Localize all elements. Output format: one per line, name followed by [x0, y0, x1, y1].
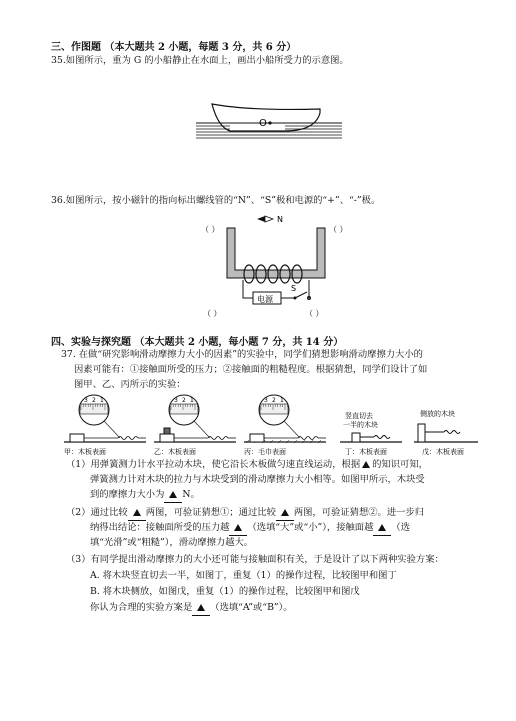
section-note: （本大题共 2 小题，每小题 7 分，共 14 分） [134, 337, 344, 348]
section-note: （本大题共 2 小题，每题 3 分，共 6 分） [104, 42, 297, 53]
q37-p3-option-a: A. 将木块竖直切去一半，如图丁，重复（1）的操作过程，比较图甲和图丁 [90, 570, 397, 581]
point-o-label: O [259, 118, 267, 129]
center-point [268, 121, 271, 124]
solenoid-figure [195, 212, 365, 322]
panel-bing [244, 395, 326, 443]
p1-text-a: （1）用弹簧测力计水平拉动木块，使它沿长木板做匀速直线运动，根据 [66, 459, 361, 470]
section-title: 四、实验与探究题 [51, 337, 131, 348]
section-title: 三、作图题 [51, 42, 101, 53]
scale-tick-label: 2 [272, 397, 276, 404]
answer-blank-icon [197, 604, 205, 611]
scale-tick-label: 2 [92, 397, 96, 404]
scale-tick-label: 1 [100, 397, 104, 404]
q37-intro-2: 因素可能有：①接触面所受的压力；②接触面的粗糙程度。根据猜想，同学们设计了如 [74, 364, 428, 375]
answer-blank-icon [234, 524, 242, 531]
answer-blank[interactable] [128, 505, 146, 521]
answer-blank[interactable] [229, 520, 247, 536]
p2-text-a: （2）通过比较 [66, 507, 128, 518]
paren-right-top: （ ） [329, 225, 348, 234]
answer-blank[interactable] [192, 600, 210, 616]
paren-bottom-right: （ ） [305, 309, 324, 318]
caption-ding: 丁：木板表面 [345, 448, 387, 456]
p2-text-c: 两图，可验证猜想②。进一步归 [293, 507, 425, 518]
ding-note-2: 一半的木块 [343, 421, 378, 429]
p1-text-d: 到的摩擦力大小为 [90, 489, 165, 500]
scale-tick-label: 3 [84, 397, 88, 404]
wu-note: 侧放的木块 [420, 410, 455, 418]
scale-tick-label: 3 [264, 397, 268, 404]
scale-tick-label: 2 [182, 397, 186, 404]
paren-left-top: （ ） [201, 225, 220, 234]
caption-yi: 乙：木板表面 [154, 448, 196, 456]
p2-text-b: 两图，可验证猜想①；通过比较 [145, 507, 276, 518]
q37-p1-line3 [90, 487, 200, 503]
section-3-heading [51, 38, 296, 53]
scale-tick-label: 1 [190, 397, 194, 404]
answer-blank-icon[interactable] [362, 461, 370, 468]
p3-text-e: （选填“A”或“B”）。 [210, 602, 293, 613]
q37-intro-3: 图甲、乙、丙所示的实验： [74, 379, 186, 390]
experiment-figure [62, 394, 482, 456]
needle-n-label: N [277, 215, 283, 224]
caption-wu: 戊：木板表面 [422, 448, 464, 456]
q37-p3-line1: （3）有同学提出滑动摩擦力的大小还可能与接触面积有关，于是设计了以下两种实验方案： [66, 554, 444, 565]
ding-note-1: 竖直切去 [345, 412, 373, 420]
q36-text: 36.如图所示，按小磁针的指向标出螺线管的“N”、“S”极和电源的“+”、“-”极。 [51, 195, 381, 206]
q37-intro-1: 37. 在做“研究影响滑动摩擦力大小的因素”的实验中，同学们猜想影响滑动摩擦力大小的 [61, 349, 423, 360]
answer-blank-icon [281, 509, 289, 516]
answer-blank[interactable] [164, 487, 182, 503]
switch-s-label: S [291, 284, 297, 293]
p1-text-b: 的知识可知， [372, 459, 428, 470]
q37-p2-line2 [90, 520, 410, 536]
scale-tick-label: 3 [174, 397, 178, 404]
p2-text-d: 纳得出结论：接触面所受的压力越 [90, 522, 230, 533]
answer-blank[interactable] [373, 520, 391, 536]
q37-p1-line1 [66, 457, 428, 472]
section-4-heading [51, 333, 343, 348]
caption-jia: 甲：木板表面 [64, 448, 106, 456]
q37-p3-line4 [90, 600, 293, 616]
p1-text-e: N。 [182, 489, 200, 500]
answer-blank-icon [378, 524, 386, 531]
p2-text-f: （选 [391, 522, 411, 533]
q37-p2-line3: 填“光滑”或“粗糙”），滑动摩擦力越大。 [90, 537, 254, 548]
panel-jia [64, 395, 146, 442]
scale-tick-label: 1 [280, 397, 284, 404]
q37-p3-option-b: B. 将木块侧放，如图戊，重复（1）的操作过程，比较图甲和图戊 [90, 586, 360, 597]
power-source-label: 电源 [257, 295, 273, 304]
boat-figure [190, 95, 345, 145]
answer-blank-icon [169, 491, 177, 498]
p3-text-d: 你认为合理的实验方案是 [90, 602, 193, 613]
p2-text-e: （选填“大”或“小”），接触面越 [247, 522, 374, 533]
answer-blank-icon [133, 509, 141, 516]
panel-yi [154, 395, 236, 442]
answer-blank[interactable] [276, 505, 294, 521]
q37-p1-line2: 弹簧测力计对木块的拉力与木块受到的滑动摩擦力大小相等。如图甲所示，木块受 [90, 474, 425, 485]
caption-bing: 丙：毛巾表面 [244, 448, 286, 456]
paren-bottom-left: （ ） [203, 309, 222, 318]
q37-p2-line1 [66, 505, 424, 521]
q35-text: 35.如图所示，重为 G 的小船静止在水面上，画出小船所受力的示意图。 [51, 55, 349, 66]
